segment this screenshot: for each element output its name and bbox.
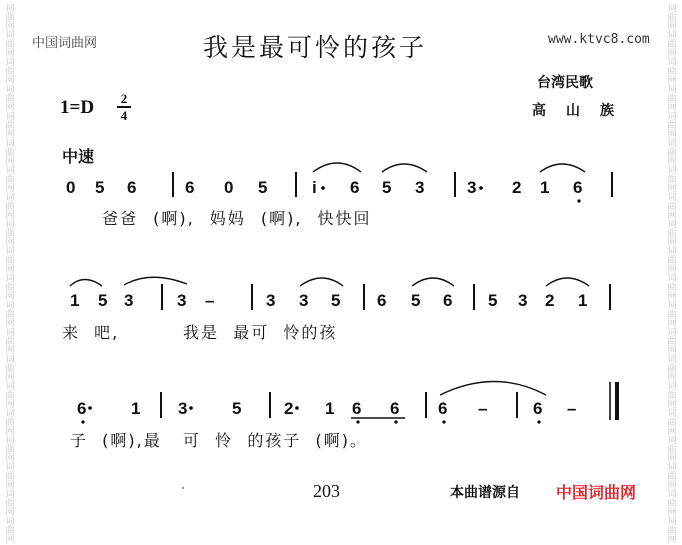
watermark-glyph: 曲 (5, 13, 15, 23)
note: 3 (518, 291, 528, 310)
watermark-glyph: 词 (667, 31, 677, 41)
note: 5 (95, 178, 105, 197)
watermark-glyph: 曲 (5, 175, 15, 185)
watermark-glyph: 词 (667, 112, 677, 122)
score-line-2 (70, 291, 587, 310)
watermark-glyph: 网 (667, 130, 677, 140)
watermark-glyph: 词 (667, 517, 677, 527)
watermark-glyph: 词 (5, 247, 15, 257)
watermark-glyph: 词 (5, 166, 15, 176)
watermark-glyph: 曲 (5, 472, 15, 482)
watermark-glyph: 曲 (667, 94, 677, 104)
note: 3 (299, 291, 309, 310)
source-brand-link[interactable]: 中国词曲网 (556, 483, 637, 502)
note: 5 (411, 291, 421, 310)
watermark-glyph: 词 (667, 436, 677, 446)
song-origin: 台湾民歌 (537, 75, 593, 91)
watermark-glyph: 词 (5, 85, 15, 95)
watermark-glyph: 词 (667, 301, 677, 311)
watermark-glyph: 网 (667, 535, 677, 545)
note: 5 (258, 178, 268, 197)
watermark-glyph: 曲 (667, 175, 677, 185)
watermark-glyph: 网 (667, 319, 677, 329)
score-line-3 (77, 399, 576, 424)
watermark-glyph: 曲 (5, 121, 15, 131)
lyrics-line-3: 子 (啊),最 可 怜 的孩子 (啊)。 (70, 431, 369, 450)
watermark-glyph: 网 (5, 265, 15, 275)
low-octave-dot (81, 420, 84, 423)
lyrics-line-2: 来 吧, 我是 最可 怜的孩 (62, 323, 338, 342)
watermark-glyph: 网 (667, 508, 677, 518)
watermark-glyph: 网 (667, 400, 677, 410)
watermark-glyph: 曲 (667, 283, 677, 293)
note: – (567, 399, 577, 418)
watermark-glyph: 网 (5, 508, 15, 518)
watermark-glyph: 网 (667, 184, 677, 194)
time-signature-top: 2 (120, 91, 128, 106)
watermark-glyph: 网 (5, 481, 15, 491)
watermark-glyph: 曲 (5, 445, 15, 455)
watermark-glyph: 曲 (667, 121, 677, 131)
watermark-glyph: 词 (5, 193, 15, 203)
note: 6 (77, 399, 87, 418)
low-octave-dot (394, 420, 397, 423)
watermark-glyph: 词 (5, 4, 15, 14)
slur (300, 278, 343, 286)
watermark-glyph: 曲 (5, 310, 15, 320)
watermark-glyph: 网 (5, 211, 15, 221)
watermark-glyph: 词 (667, 139, 677, 149)
watermark-glyph: 网 (667, 265, 677, 275)
watermark-glyph: 词 (5, 301, 15, 311)
note: 3 (177, 291, 187, 310)
watermark-glyph: 曲 (667, 472, 677, 482)
watermark-glyph: 曲 (667, 418, 677, 428)
note-dot (295, 406, 299, 410)
lyrics-line-1: 爸爸 (啊), 妈妈 (啊), 快快回 (102, 209, 372, 228)
low-octave-dot (537, 420, 540, 423)
note: 6 (185, 178, 195, 197)
watermark-glyph: 网 (5, 427, 15, 437)
watermark-glyph: 网 (5, 130, 15, 140)
watermark-glyph: 曲 (5, 526, 15, 536)
watermark-glyph: 网 (5, 103, 15, 113)
watermark-glyph: 词 (5, 139, 15, 149)
note: 6 (352, 399, 362, 418)
watermark-glyph: 词 (667, 58, 677, 68)
slurs-line-2 (70, 277, 589, 286)
watermark-glyph: 网 (5, 22, 15, 32)
note: 6 (533, 399, 543, 418)
note: 2 (545, 291, 555, 310)
watermark-glyph: 词 (5, 31, 15, 41)
watermark-glyph: 曲 (5, 283, 15, 293)
watermark-glyph: 网 (5, 535, 15, 545)
slur (412, 278, 454, 286)
watermark-glyph: 词 (5, 490, 15, 500)
page-number: 203 (313, 481, 340, 501)
note: 1 (70, 291, 80, 310)
watermark-glyph: 曲 (667, 391, 677, 401)
note: 6 (127, 178, 137, 197)
note: 5 (331, 291, 341, 310)
watermark-glyph: 词 (5, 355, 15, 365)
watermark-glyph: 曲 (5, 202, 15, 212)
note: 1 (578, 291, 588, 310)
watermark-glyph: 曲 (667, 499, 677, 509)
barlines-line-3 (161, 382, 617, 420)
watermark-glyph: 曲 (5, 229, 15, 239)
watermark-glyph: 词 (5, 436, 15, 446)
watermark-glyph: 网 (5, 49, 15, 59)
watermark-glyph: 网 (5, 292, 15, 302)
note-dot (189, 406, 193, 410)
watermark-glyph: 网 (667, 481, 677, 491)
low-octave-dot (442, 420, 445, 423)
note: 6 (390, 399, 400, 418)
watermark-glyph: 曲 (5, 256, 15, 266)
note: 5 (382, 178, 392, 197)
watermark-glyph: 曲 (5, 148, 15, 158)
watermark-glyph: 曲 (5, 94, 15, 104)
note: 0 (224, 178, 234, 197)
watermark-glyph: 网 (5, 346, 15, 356)
slurs-line-1 (313, 163, 585, 172)
note-dot (479, 186, 483, 190)
note-dot (321, 186, 325, 190)
watermark-glyph: 词 (5, 274, 15, 284)
low-octave-dot (356, 420, 359, 423)
watermark-glyph: 词 (5, 112, 15, 122)
watermark-glyph: 网 (5, 454, 15, 464)
site-url-watermark: www.ktvc8.com (548, 32, 650, 47)
watermark-glyph: 词 (667, 382, 677, 392)
watermark-glyph: 曲 (667, 445, 677, 455)
watermark-glyph: 词 (667, 409, 677, 419)
watermark-glyph: 网 (667, 22, 677, 32)
watermark-glyph: 网 (667, 211, 677, 221)
note: 6 (377, 291, 387, 310)
watermark-glyph: 曲 (667, 256, 677, 266)
note: 6 (438, 399, 448, 418)
watermark-glyph: 网 (5, 373, 15, 383)
slur (313, 163, 361, 172)
watermark-glyph: 网 (5, 319, 15, 329)
slur (124, 277, 187, 285)
watermark-glyph: 网 (5, 157, 15, 167)
watermark-glyph: 词 (5, 382, 15, 392)
watermark-glyph: 曲 (5, 364, 15, 374)
watermark-glyph: 词 (667, 355, 677, 365)
note: 3 (266, 291, 276, 310)
watermark-glyph: 词 (667, 274, 677, 284)
note: 3 (178, 399, 188, 418)
watermark-glyph: 网 (667, 238, 677, 248)
watermark-glyph: 词 (667, 490, 677, 500)
song-title: 我是最可怜的孩子 (203, 33, 428, 62)
watermark-glyph: 曲 (667, 364, 677, 374)
note: – (205, 291, 215, 310)
watermark-glyph: 网 (5, 400, 15, 410)
note: 5 (232, 399, 242, 418)
note: 0 (66, 178, 76, 197)
watermark-glyph: 曲 (5, 40, 15, 50)
watermark-glyph: 网 (667, 49, 677, 59)
watermark-glyph: 词 (667, 4, 677, 14)
note: 2 (284, 399, 294, 418)
note: – (478, 399, 488, 418)
time-signature-bottom: 4 (120, 108, 128, 123)
watermark-glyph: 词 (667, 328, 677, 338)
watermark-glyph: 词 (5, 517, 15, 527)
slur (546, 278, 589, 286)
score-line-1 (66, 178, 582, 203)
note: 3 (124, 291, 134, 310)
note: 6 (573, 178, 583, 197)
note: 3 (467, 178, 477, 197)
note: 5 (488, 291, 498, 310)
tie (440, 382, 546, 396)
watermark-glyph: 曲 (667, 337, 677, 347)
watermark-glyph: 词 (5, 220, 15, 230)
watermark-glyph: 网 (667, 427, 677, 437)
watermark-glyph: 词 (5, 409, 15, 419)
key-signature: 1=D (60, 97, 95, 118)
slurs-line-3 (440, 382, 546, 396)
watermark-glyph: 曲 (5, 67, 15, 77)
speck (182, 487, 184, 489)
note: 6 (350, 178, 360, 197)
watermark-glyph: 词 (5, 463, 15, 473)
watermark-glyph: 词 (5, 58, 15, 68)
watermark-glyph: 网 (667, 76, 677, 86)
slur (382, 164, 427, 172)
watermark-glyph: 曲 (667, 202, 677, 212)
watermark-glyph: 网 (5, 184, 15, 194)
watermark-glyph: 词 (667, 220, 677, 230)
slur (70, 280, 102, 287)
watermark-glyph: 曲 (667, 310, 677, 320)
watermark-glyph: 曲 (667, 526, 677, 536)
note: i (312, 178, 317, 197)
watermark-glyph: 网 (667, 346, 677, 356)
watermark-glyph: 曲 (667, 13, 677, 23)
watermark-glyph: 曲 (667, 67, 677, 77)
watermark-glyph: 曲 (5, 499, 15, 509)
note: 5 (98, 291, 108, 310)
watermark-glyph: 网 (667, 373, 677, 383)
watermark-glyph: 曲 (667, 229, 677, 239)
note: 2 (512, 178, 522, 197)
note-dot (88, 406, 92, 410)
watermark-glyph: 词 (667, 85, 677, 95)
note: 3 (415, 178, 425, 197)
watermark-glyph: 曲 (5, 391, 15, 401)
watermark-glyph: 词 (5, 328, 15, 338)
watermark-glyph: 网 (667, 103, 677, 113)
watermark-glyph: 曲 (5, 418, 15, 428)
watermark-glyph: 词 (667, 166, 677, 176)
song-ethnic-group: 高山族 (532, 103, 634, 119)
watermark-glyph: 网 (5, 238, 15, 248)
watermark-glyph: 曲 (667, 40, 677, 50)
note: 1 (131, 399, 141, 418)
watermark-glyph: 词 (667, 247, 677, 257)
note: 1 (540, 178, 550, 197)
site-name-watermark: 中国词曲网 (32, 36, 98, 51)
slur (540, 164, 585, 172)
watermark-glyph: 网 (667, 292, 677, 302)
watermark-glyph: 网 (5, 76, 15, 86)
watermark-glyph: 网 (667, 454, 677, 464)
watermark-glyph: 词 (667, 463, 677, 473)
note: 1 (325, 399, 335, 418)
watermark-glyph: 网 (667, 157, 677, 167)
low-octave-dot (577, 199, 580, 202)
source-label: 本曲谱源自 (450, 485, 520, 501)
watermark-glyph: 曲 (5, 337, 15, 347)
watermark-glyph: 曲 (667, 148, 677, 158)
note: 6 (443, 291, 453, 310)
watermark-glyph: 词 (667, 193, 677, 203)
tempo-marking: 中速 (62, 147, 95, 166)
